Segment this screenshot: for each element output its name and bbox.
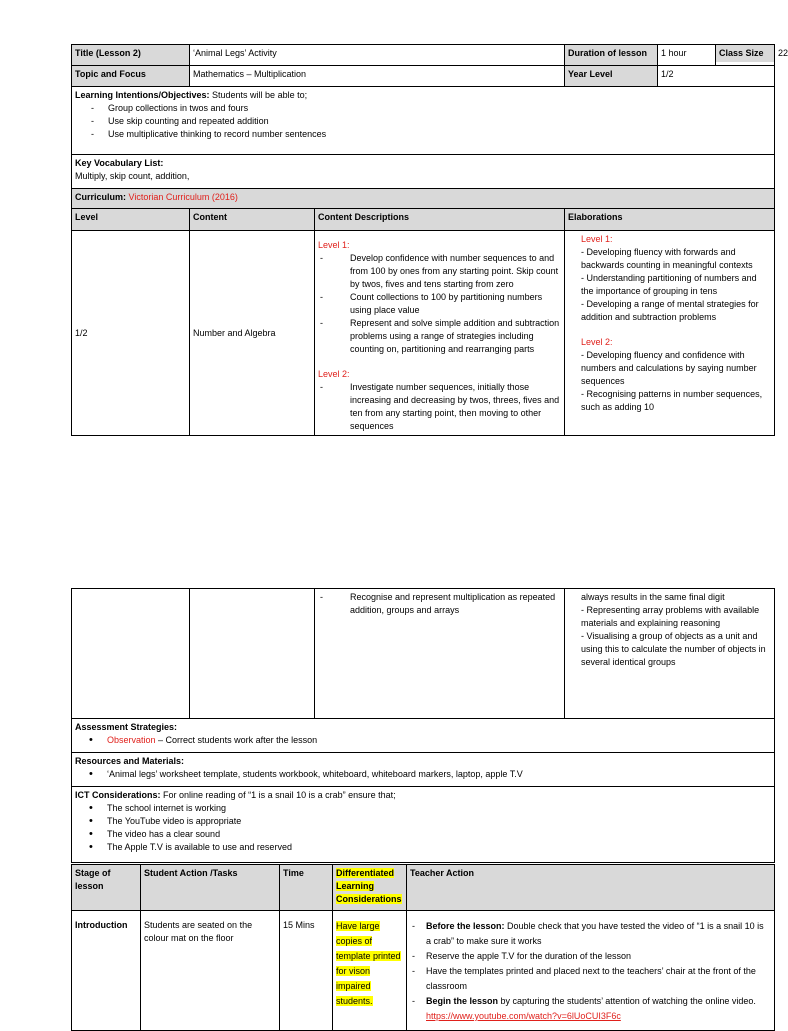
curriculum-label: Curriculum: (75, 192, 127, 202)
intro-differentiated: Have large copies of template printed for vison impaired students. (333, 911, 407, 1031)
cont-content (190, 589, 315, 719)
col-level: Level (72, 209, 190, 231)
learning-label: Learning Intentions/Objectives: (75, 90, 210, 100)
intro-stage: Introduction (72, 911, 141, 1031)
ict-label: ICT Considerations: (75, 790, 161, 800)
learning-intentions (72, 87, 775, 155)
elab-line: - Representing array problems with available materials and explaining reasoning (581, 605, 760, 628)
intro-student-action: Students are seated on the colour mat on the floor (141, 911, 280, 1031)
elab-line: - Developing fluency with forwards and backwards counting in meaningful contexts (581, 247, 753, 270)
vocab-label: Key Vocabulary List: (75, 158, 164, 168)
intro-teacher-action (407, 911, 775, 1031)
learning-text: Students will be able to; (209, 90, 308, 100)
topic-value: Mathematics – Multiplication (190, 66, 565, 87)
assessment-item: • Observation – Correct students work after the lesson (89, 734, 771, 747)
learning-item: - Use skip counting and repeated addition (91, 115, 771, 128)
learning-item: - Group collections in twos and fours (91, 102, 771, 115)
elab-line: - Developing a range of mental strategies for addition and subtraction problems (581, 299, 759, 322)
cont-descriptions (315, 589, 565, 719)
video-link[interactable]: https://www.youtube.com/watch?v=6lUoCUI3F6c (426, 1011, 621, 1021)
ict-item: • The Apple T.V is available to use and reserved (89, 841, 771, 854)
desc-item: - Count collections to 100 by partitioning numbers using place value (318, 291, 561, 317)
ict-item: • The school internet is working (89, 802, 771, 815)
row-content: Number and Algebra (190, 231, 315, 436)
elaborations (565, 231, 775, 436)
title-label: Title (Lesson 2) (72, 45, 190, 66)
lesson-stages-table (71, 864, 775, 1031)
col-time: Time (280, 865, 333, 911)
lesson-plan-table-page1 (71, 44, 788, 436)
resources-item: • ‘Animal legs’ worksheet template, students workbook, whiteboard, whiteboard markers, laptop, apple T.V (89, 768, 771, 781)
resources (72, 753, 775, 787)
title-value: ‘Animal Legs’ Activity (190, 45, 565, 66)
duration-label: Duration of lesson (565, 45, 658, 66)
topic-label: Topic and Focus (72, 66, 190, 87)
col-content: Content (190, 209, 315, 231)
learning-item: - Use multiplicative thinking to record number sentences (91, 128, 771, 141)
ict-item: • The YouTube video is appropriate (89, 815, 771, 828)
ict-text: For online reading of “1 is a snail 10 is a crab” ensure that; (160, 790, 396, 800)
ict-item: • The video has a clear sound (89, 828, 771, 841)
year-label: Year Level (565, 66, 658, 87)
teacher-item: - Reserve the apple T.V for the duration of the lesson (410, 949, 771, 964)
lesson-plan-table-page2 (71, 588, 775, 863)
elab-line: - Understanding partitioning of numbers and the importance of grouping in tens (581, 273, 757, 296)
elab-level1-label: Level 1: (581, 234, 613, 244)
elab-line: - Visualising a group of objects as a unit and using this to calculate the number of objects in several identical groups (581, 631, 766, 667)
year-value: 1/2 (658, 66, 775, 87)
teacher-item: - Before the lesson: Double check that you have tested the video of “1 is a snail 10 is a crab” to make sure it works (410, 919, 771, 949)
class-size-cell: Class Size 22 (716, 45, 775, 66)
curriculum-row (72, 189, 775, 209)
content-descriptions (315, 231, 565, 436)
cont-elaborations (565, 589, 775, 719)
vocab-text: Multiply, skip count, addition, (75, 171, 190, 181)
cont-level (72, 589, 190, 719)
elab-level2-label: Level 2: (581, 337, 613, 347)
col-descriptions: Content Descriptions (315, 209, 565, 231)
desc-level2-label: Level 2: (318, 369, 350, 379)
duration-value: 1 hour (658, 45, 716, 66)
vocabulary (72, 155, 775, 189)
teacher-item: - Have the templates printed and placed next to the teachers’ chair at the front of the classroom (410, 964, 771, 994)
elab-line: - Recognising patterns in number sequences, such as adding 10 (581, 389, 763, 412)
col-stage: Stage of lesson (72, 865, 141, 911)
elab-line: - Developing fluency and confidence with numbers and calculations by saying number sequences (581, 350, 757, 386)
desc-item: - Investigate number sequences, initially those increasing and decreasing by twos, threes, fives and ten from any starting point, then moving to other sequences (318, 381, 561, 433)
desc-level1-label: Level 1: (318, 240, 350, 250)
desc-item: - Represent and solve simple addition and subtraction problems using a range of strategies including counting on, partitioning and rearranging parts (318, 317, 561, 356)
col-elaborations: Elaborations (565, 209, 775, 231)
col-differentiated: Differentiated Learning Considerations (333, 865, 407, 911)
col-student-action: Student Action /Tasks (141, 865, 280, 911)
intro-time: 15 Mins (280, 911, 333, 1031)
ict-considerations (72, 787, 775, 863)
assessment-label: Assessment Strategies: (75, 722, 178, 732)
col-teacher-action: Teacher Action (407, 865, 775, 911)
desc-item: - Develop confidence with number sequences to and from 100 by ones from any starting point. Skip count by twos, fives and tens starting from zero (318, 252, 561, 291)
resources-label: Resources and Materials: (75, 756, 185, 766)
teacher-item: - Begin the lesson by capturing the students’ attention of watching the online video. https://www.youtube.com/watch?v=6lUoCUI3F6c (410, 994, 771, 1024)
curriculum-value: Victorian Curriculum (2016) (126, 192, 238, 202)
elab-line: always results in the same final digit (581, 592, 725, 602)
assessment (72, 719, 775, 753)
class-size-label: Class Size (716, 45, 775, 62)
row-level: 1/2 (72, 231, 190, 436)
desc-item: - Recognise and represent multiplication as repeated addition, groups and arrays (318, 591, 561, 617)
